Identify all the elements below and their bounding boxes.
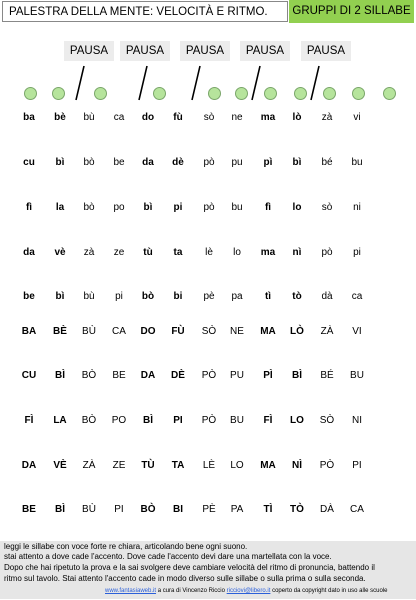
syllable-accented: BA [21,326,37,337]
syllable-accented: da [23,247,35,258]
syllable: BÒ [81,415,97,426]
syllable: pi [115,291,123,302]
syllable: PÒ [319,460,335,471]
pause-slash-icon [250,65,262,101]
syllable-accented: lò [292,112,302,123]
syllable: be [113,157,125,168]
syllable: ZÀ [82,460,96,471]
pause-label: PAUSA [180,41,230,61]
syllable-accented: pi [173,202,183,213]
syllable-accented: da [142,157,154,168]
syllable: pò [203,157,215,168]
syllable-accented: fì [25,202,33,213]
syllable-accented: LA [53,415,67,426]
syllable: CA [112,326,126,337]
syllable-accented: FÌ [24,415,34,426]
syllable: CA [350,504,364,515]
beat-circle-icon [323,87,336,100]
syllable: ca [351,291,363,302]
syllable: dà [321,291,333,302]
beat-circle-icon [94,87,107,100]
syllable: ni [353,202,361,213]
syllable: bù [83,112,95,123]
syllable-accented: DO [140,326,156,337]
syllable: BÒ [81,370,97,381]
syllable-accented: DÈ [171,370,185,381]
syllable-accented: TÌ [263,504,273,515]
beat-circle-icon [383,87,396,100]
credit-line [105,588,387,594]
syllable-accented: DA [140,370,156,381]
syllable-accented: FÌ [263,415,273,426]
syllable: vi [353,112,361,123]
syllable-accented: ma [260,112,276,123]
syllable-accented: bi [173,291,183,302]
syllable-accented: pì [263,157,273,168]
syllable: SÒ [201,326,217,337]
syllable-accented: BÌ [55,504,65,515]
syllable: PO [111,415,127,426]
syllable-accented: PI [173,415,183,426]
syllable: pè [203,291,215,302]
site-link[interactable]: www.fantasiaweb.it [105,588,157,594]
syllable: BÙ [82,326,96,337]
syllable-accented: do [141,112,155,123]
syllable-accented: BÌ [292,370,302,381]
syllable-accented: ba [23,112,35,123]
syllable: sò [203,112,215,123]
syllable-accented: BÒ [140,504,156,515]
syllable-accented: cu [23,157,35,168]
syllable-accented: ta [173,247,183,258]
syllable: pò [321,247,333,258]
instruction-line: Dopo che hai ripetuto la prova e la sai svolgere deve cambiare velocità del ritmo di pronuncia, battendo il [4,563,375,572]
syllable-accented: bì [55,291,65,302]
syllable: bu [231,202,243,213]
beat-circle-icon [352,87,365,100]
credit-author: a cura di Vincenzo Riccio [156,588,227,594]
syllable: BU [230,415,244,426]
syllable-accented: MA [260,326,276,337]
syllable-accented: lo [292,202,302,213]
syllable: PÒ [201,415,217,426]
pause-label: PAUSA [240,41,290,61]
syllable: sò [321,202,333,213]
syllable: bù [83,291,95,302]
syllable-accented: DA [21,460,37,471]
syllable: ne [231,112,243,123]
pause-label: PAUSA [301,41,351,61]
syllable: pò [203,202,215,213]
syllable-accented: bì [292,157,302,168]
beat-circle-icon [294,87,307,100]
syllable-accented: BÈ [53,326,67,337]
syllable: ze [113,247,125,258]
syllable-accented: VÈ [53,460,67,471]
syllable: pu [231,157,243,168]
syllable-accented: MA [260,460,276,471]
beat-circle-icon [208,87,221,100]
syllable: ca [113,112,125,123]
syllable-accented: FÙ [171,326,185,337]
syllable: pa [231,291,243,302]
beat-circle-icon [235,87,248,100]
syllable: lo [233,247,241,258]
syllable: PA [230,504,244,515]
syllable: lè [205,247,213,258]
beat-circle-icon [52,87,65,100]
beat-circle-icon [153,87,166,100]
beat-circle-icon [24,87,37,100]
pause-slash-icon [309,65,321,101]
syllable-accented: dè [172,157,184,168]
syllable-accented: la [55,202,65,213]
beat-circle-icon [264,87,277,100]
syllable: NE [230,326,244,337]
syllable-accented: fù [173,112,183,123]
syllable-accented: TÙ [141,460,155,471]
syllable-accented: LÒ [290,326,304,337]
instruction-line: leggi le sillabe con voce forte re chiara, articolando bene ogni suono. [4,542,248,551]
syllable-accented: bì [55,157,65,168]
page-title: PALESTRA DELLA MENTE: VELOCITÀ E RITMO. [2,1,288,22]
syllable-accented: TA [171,460,185,471]
syllable: po [113,202,125,213]
syllable-accented: TÒ [290,504,304,515]
syllable-accented: be [23,291,35,302]
group-badge: GRUPPI DI 2 SILLABE [289,0,414,23]
syllable: PI [352,460,362,471]
syllable: NI [352,415,362,426]
syllable: ZE [112,460,126,471]
syllable: BÉ [320,370,334,381]
syllable-accented: fì [264,202,272,213]
syllable: BÙ [82,504,96,515]
syllable: PU [230,370,244,381]
syllable: zà [83,247,95,258]
syllable-accented: tò [292,291,302,302]
syllable-accented: nì [292,247,302,258]
syllable: PI [114,504,124,515]
pause-slash-icon [190,65,202,101]
syllable: PÒ [201,370,217,381]
syllable: ZÀ [320,326,334,337]
syllable: BU [350,370,364,381]
syllable-accented: vè [54,247,66,258]
pause-label: PAUSA [64,41,114,61]
syllable-accented: BE [22,504,36,515]
syllable-accented: CU [21,370,37,381]
email-link[interactable]: ricciovi@libero.it [226,588,271,594]
syllable: VI [352,326,362,337]
syllable: bò [83,202,95,213]
syllable-accented: LO [290,415,304,426]
syllable: pi [353,247,361,258]
syllable: bu [351,157,363,168]
pause-label: PAUSA [120,41,170,61]
syllable-accented: BÌ [55,370,65,381]
syllable: DÀ [320,504,334,515]
syllable-accented: bò [141,291,155,302]
pause-slash-icon [74,65,86,101]
syllable: SÒ [319,415,335,426]
syllable: PÈ [202,504,216,515]
syllable: LÈ [202,460,216,471]
credit-note: coperto da copyright dato in uso alle scuole [270,588,388,594]
syllable: bò [83,157,95,168]
pause-slash-icon [137,65,149,101]
syllable-accented: PÌ [263,370,273,381]
syllable-accented: bè [54,112,66,123]
syllable-accented: BÌ [143,415,153,426]
syllable-accented: ma [260,247,276,258]
syllable: LO [230,460,244,471]
syllable-accented: bì [143,202,153,213]
syllable: bé [321,157,333,168]
syllable-accented: BI [173,504,183,515]
instruction-line: ritmo sul tavolo. Stai attento l'accento cade in modo diverso sulle sillabe o sulla prima o sulla seconda. [4,574,366,583]
instruction-line: stai attento a dove cade l'accento. Dove cade l'accento devi dare una martellata con la voce. [4,552,332,561]
syllable: BE [112,370,126,381]
syllable-accented: tì [264,291,272,302]
syllable-accented: NÌ [292,460,302,471]
syllable: zà [321,112,333,123]
syllable-accented: tù [143,247,153,258]
